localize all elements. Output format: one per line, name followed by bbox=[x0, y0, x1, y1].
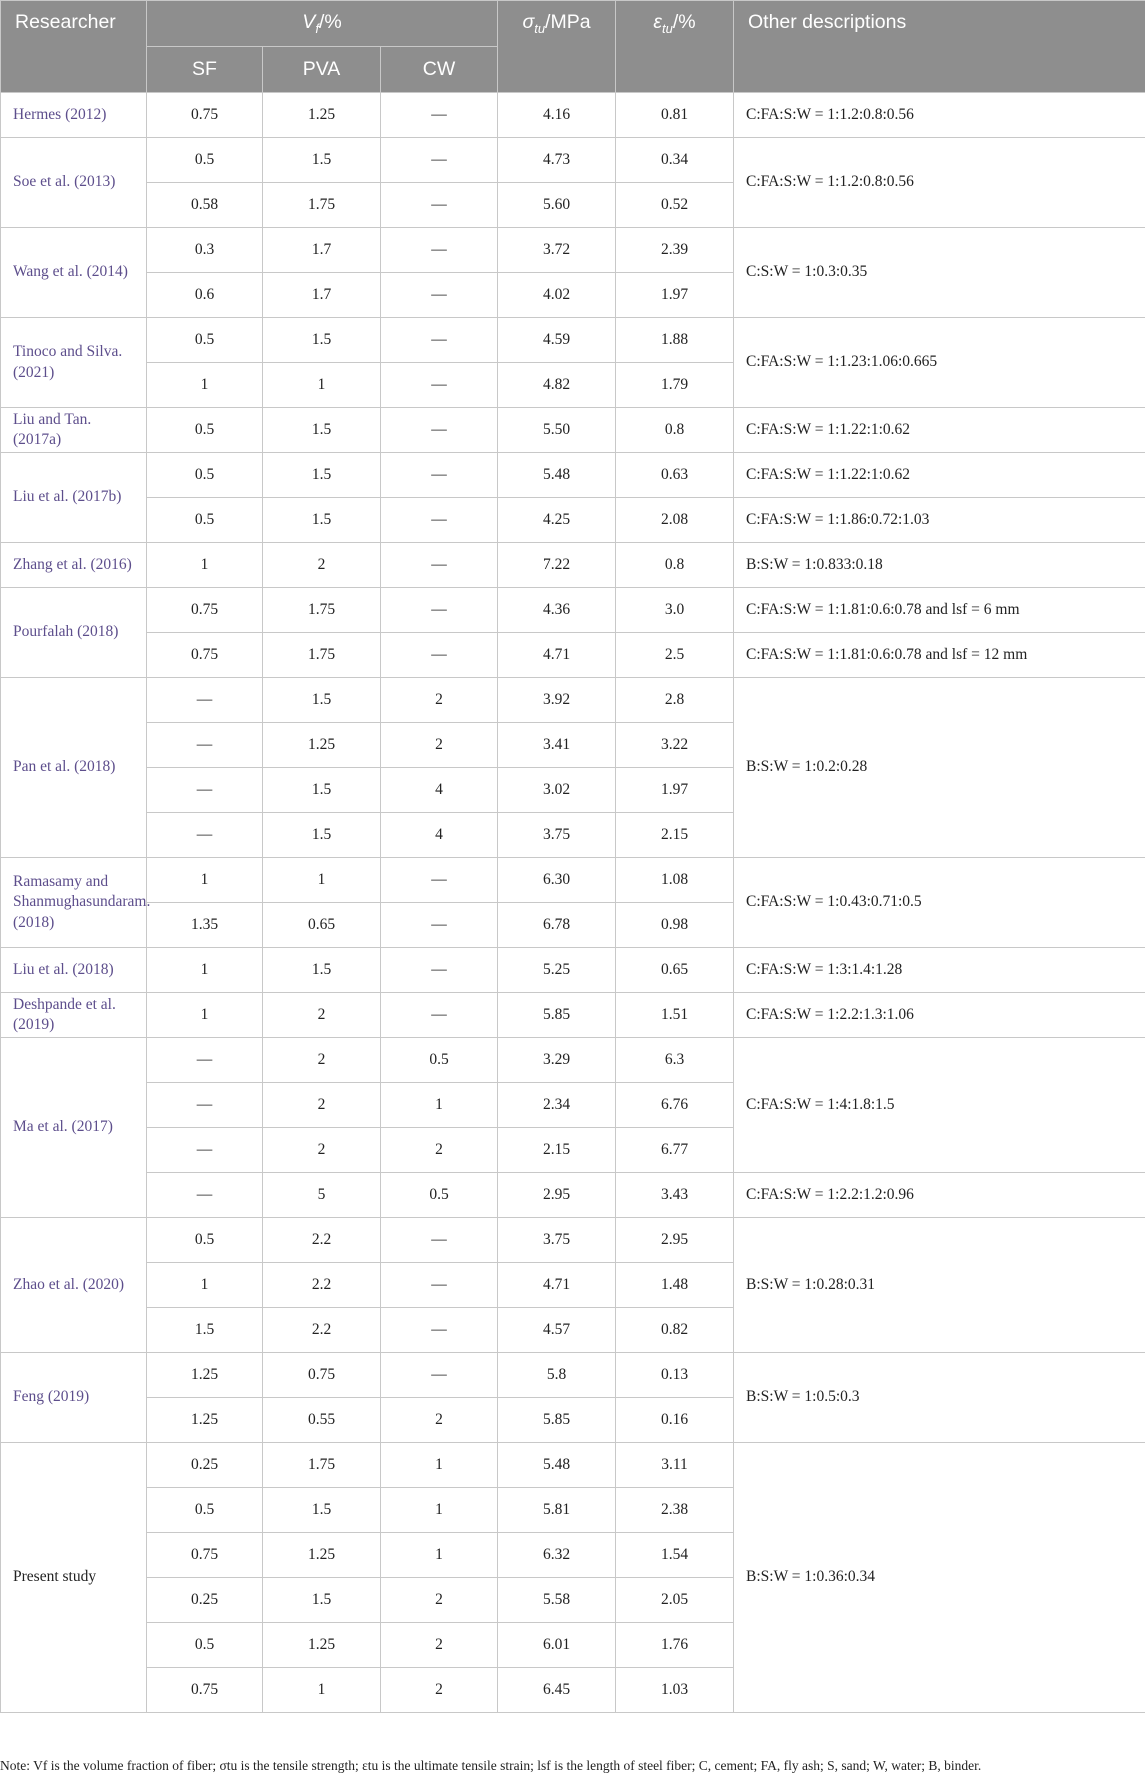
pva-cell: 1.5 bbox=[263, 138, 381, 183]
sigma-cell: 5.58 bbox=[498, 1578, 616, 1623]
table-row bbox=[1, 93, 1145, 138]
pva-cell: 1.5 bbox=[263, 453, 381, 498]
eps-cell: 0.98 bbox=[616, 903, 734, 948]
eps-cell: 1.03 bbox=[616, 1668, 734, 1713]
description-cell: C:FA:S:W = 1:1.2:0.8:0.56 bbox=[734, 138, 1145, 228]
table-row bbox=[1, 858, 1145, 903]
sf-cell: 0.5 bbox=[147, 318, 263, 363]
sf-cell: — bbox=[147, 813, 263, 858]
pva-cell: 1.5 bbox=[263, 318, 381, 363]
researcher-cell[interactable]: Pan et al. (2018) bbox=[1, 678, 147, 858]
sf-cell: 0.5 bbox=[147, 408, 263, 453]
sigma-cell: 6.45 bbox=[498, 1668, 616, 1713]
pva-cell: 0.75 bbox=[263, 1353, 381, 1398]
cw-cell: 1 bbox=[381, 1443, 498, 1488]
sf-cell: 0.75 bbox=[147, 93, 263, 138]
description-cell: C:FA:S:W = 1:1.2:0.8:0.56 bbox=[734, 93, 1145, 138]
cw-cell: — bbox=[381, 993, 498, 1038]
pva-cell: 1 bbox=[263, 363, 381, 408]
sf-cell: 1.5 bbox=[147, 1308, 263, 1353]
researcher-cell[interactable]: Deshpande et al. (2019) bbox=[1, 993, 147, 1038]
sigma-cell: 3.41 bbox=[498, 723, 616, 768]
sigma-cell: 5.48 bbox=[498, 453, 616, 498]
sf-cell: — bbox=[147, 1038, 263, 1083]
table-row bbox=[1, 1443, 1145, 1488]
sf-cell: — bbox=[147, 1173, 263, 1218]
sigma-cell: 3.02 bbox=[498, 768, 616, 813]
header-sf: SF bbox=[147, 47, 263, 93]
pva-cell: 5 bbox=[263, 1173, 381, 1218]
sf-cell: — bbox=[147, 723, 263, 768]
cw-cell: — bbox=[381, 318, 498, 363]
eps-cell: 3.11 bbox=[616, 1443, 734, 1488]
table-row bbox=[1, 1173, 1145, 1218]
sigma-cell: 4.57 bbox=[498, 1308, 616, 1353]
sigma-cell: 6.32 bbox=[498, 1533, 616, 1578]
description-cell: B:S:W = 1:0.2:0.28 bbox=[734, 678, 1145, 858]
eps-cell: 2.95 bbox=[616, 1218, 734, 1263]
sf-cell: 1.25 bbox=[147, 1398, 263, 1443]
header-vf: $V_f/\%$ bbox=[147, 1, 498, 47]
cw-cell: 1 bbox=[381, 1083, 498, 1128]
pva-cell: 0.55 bbox=[263, 1398, 381, 1443]
cw-cell: — bbox=[381, 858, 498, 903]
pva-cell: 1.5 bbox=[263, 678, 381, 723]
sigma-cell: 4.25 bbox=[498, 498, 616, 543]
pva-cell: 2 bbox=[263, 1083, 381, 1128]
pva-cell: 2 bbox=[263, 543, 381, 588]
researcher-cell[interactable]: Zhang et al. (2016) bbox=[1, 543, 147, 588]
sigma-cell: 5.81 bbox=[498, 1488, 616, 1533]
sf-cell: 0.5 bbox=[147, 138, 263, 183]
cw-cell: — bbox=[381, 1218, 498, 1263]
pva-cell: 1.75 bbox=[263, 633, 381, 678]
eps-cell: 0.8 bbox=[616, 408, 734, 453]
eps-cell: 0.63 bbox=[616, 453, 734, 498]
eps-cell: 2.39 bbox=[616, 228, 734, 273]
pva-cell: 1.5 bbox=[263, 408, 381, 453]
eps-cell: 2.15 bbox=[616, 813, 734, 858]
sigma-cell: 6.78 bbox=[498, 903, 616, 948]
cw-cell: — bbox=[381, 903, 498, 948]
eps-cell: 6.3 bbox=[616, 1038, 734, 1083]
eps-cell: 1.79 bbox=[616, 363, 734, 408]
eps-cell: 2.8 bbox=[616, 678, 734, 723]
eps-cell: 1.08 bbox=[616, 858, 734, 903]
researcher-cell[interactable]: Zhao et al. (2020) bbox=[1, 1218, 147, 1353]
cw-cell: 2 bbox=[381, 1623, 498, 1668]
researcher-cell[interactable]: Hermes (2012) bbox=[1, 93, 147, 138]
pva-cell: 2 bbox=[263, 993, 381, 1038]
pva-cell: 1.5 bbox=[263, 813, 381, 858]
description-cell: C:FA:S:W = 1:2.2:1.2:0.96 bbox=[734, 1173, 1145, 1218]
description-cell: B:S:W = 1:0.28:0.31 bbox=[734, 1218, 1145, 1353]
pva-cell: 1.5 bbox=[263, 1578, 381, 1623]
eps-cell: 2.38 bbox=[616, 1488, 734, 1533]
description-cell: C:FA:S:W = 1:1.81:0.6:0.78 and lsf = 6 mm bbox=[734, 588, 1145, 633]
table-row bbox=[1, 228, 1145, 273]
description-cell: C:S:W = 1:0.3:0.35 bbox=[734, 228, 1145, 318]
sigma-cell: 5.8 bbox=[498, 1353, 616, 1398]
pva-cell: 1.5 bbox=[263, 498, 381, 543]
researcher-cell[interactable]: Liu et al. (2017b) bbox=[1, 453, 147, 543]
sf-cell: 1.25 bbox=[147, 1353, 263, 1398]
cw-cell: 1 bbox=[381, 1488, 498, 1533]
description-cell: C:FA:S:W = 1:1.81:0.6:0.78 and lsf = 12 mm bbox=[734, 633, 1145, 678]
pva-cell: 1.75 bbox=[263, 183, 381, 228]
table-row bbox=[1, 1218, 1145, 1263]
cw-cell: 0.5 bbox=[381, 1173, 498, 1218]
description-cell: C:FA:S:W = 1:1.86:0.72:1.03 bbox=[734, 498, 1145, 543]
eps-cell: 0.65 bbox=[616, 948, 734, 993]
sf-cell: 0.75 bbox=[147, 588, 263, 633]
sf-cell: — bbox=[147, 1128, 263, 1173]
sigma-cell: 3.75 bbox=[498, 813, 616, 858]
sf-cell: 0.25 bbox=[147, 1578, 263, 1623]
table-row bbox=[1, 1038, 1145, 1083]
description-cell: C:FA:S:W = 1:1.22:1:0.62 bbox=[734, 453, 1145, 498]
cw-cell: 2 bbox=[381, 1578, 498, 1623]
sigma-cell: 4.02 bbox=[498, 273, 616, 318]
description-cell: C:FA:S:W = 1:2.2:1.3:1.06 bbox=[734, 993, 1145, 1038]
eps-cell: 1.88 bbox=[616, 318, 734, 363]
cw-cell: — bbox=[381, 138, 498, 183]
table-header bbox=[1, 1, 1145, 93]
eps-cell: 2.08 bbox=[616, 498, 734, 543]
eps-cell: 3.43 bbox=[616, 1173, 734, 1218]
sf-cell: 1 bbox=[147, 993, 263, 1038]
description-cell: B:S:W = 1:0.833:0.18 bbox=[734, 543, 1145, 588]
sigma-cell: 4.36 bbox=[498, 588, 616, 633]
sigma-cell: 6.01 bbox=[498, 1623, 616, 1668]
eps-cell: 3.0 bbox=[616, 588, 734, 633]
sf-cell: 0.58 bbox=[147, 183, 263, 228]
sf-cell: 0.25 bbox=[147, 1443, 263, 1488]
pva-cell: 2 bbox=[263, 1038, 381, 1083]
cw-cell: 1 bbox=[381, 1533, 498, 1578]
description-cell: C:FA:S:W = 1:1.23:1.06:0.665 bbox=[734, 318, 1145, 408]
eps-cell: 1.97 bbox=[616, 273, 734, 318]
pva-cell: 1 bbox=[263, 1668, 381, 1713]
eps-cell: 1.51 bbox=[616, 993, 734, 1038]
table-row bbox=[1, 588, 1145, 633]
eps-cell: 3.22 bbox=[616, 723, 734, 768]
sigma-cell: 5.48 bbox=[498, 1443, 616, 1488]
description-cell: B:S:W = 1:0.5:0.3 bbox=[734, 1353, 1145, 1443]
cw-cell: — bbox=[381, 453, 498, 498]
sigma-cell: 5.25 bbox=[498, 948, 616, 993]
researcher-cell[interactable]: Wang et al. (2014) bbox=[1, 228, 147, 318]
cw-cell: — bbox=[381, 1353, 498, 1398]
sigma-cell: 2.95 bbox=[498, 1173, 616, 1218]
header-sigma: $\sigma_{tu}$/MPa bbox=[498, 1, 616, 93]
pva-cell: 1.7 bbox=[263, 228, 381, 273]
table-row bbox=[1, 318, 1145, 363]
pva-cell: 1.25 bbox=[263, 93, 381, 138]
researcher-cell[interactable]: Ma et al. (2017) bbox=[1, 1038, 147, 1218]
eps-cell: 0.81 bbox=[616, 93, 734, 138]
cw-cell: — bbox=[381, 633, 498, 678]
researcher-cell[interactable]: Feng (2019) bbox=[1, 1353, 147, 1443]
sf-cell: 0.6 bbox=[147, 273, 263, 318]
pva-cell: 1.25 bbox=[263, 1623, 381, 1668]
table-row bbox=[1, 408, 1145, 453]
eps-cell: 0.52 bbox=[616, 183, 734, 228]
researcher-cell[interactable]: Tinoco and Silva. (2021) bbox=[1, 318, 147, 408]
table-row bbox=[1, 948, 1145, 993]
sigma-cell: 4.71 bbox=[498, 1263, 616, 1308]
sf-cell: 0.5 bbox=[147, 453, 263, 498]
sigma-cell: 4.82 bbox=[498, 363, 616, 408]
pva-cell: 1.7 bbox=[263, 273, 381, 318]
cw-cell: — bbox=[381, 543, 498, 588]
sigma-cell: 5.85 bbox=[498, 993, 616, 1038]
cw-cell: — bbox=[381, 363, 498, 408]
pva-cell: 1.5 bbox=[263, 768, 381, 813]
cw-cell: — bbox=[381, 183, 498, 228]
sigma-cell: 4.16 bbox=[498, 93, 616, 138]
sf-cell: 0.5 bbox=[147, 498, 263, 543]
cw-cell: — bbox=[381, 273, 498, 318]
sigma-cell: 4.59 bbox=[498, 318, 616, 363]
sf-cell: 1 bbox=[147, 1263, 263, 1308]
eps-cell: 1.97 bbox=[616, 768, 734, 813]
pva-cell: 2.2 bbox=[263, 1263, 381, 1308]
researcher-cell[interactable]: Pourfalah (2018) bbox=[1, 588, 147, 678]
cw-cell: — bbox=[381, 588, 498, 633]
table-note: Note: Vf is the volume fraction of fiber; σtu is the tensile strength; εtu is the ultimate tensile strain; lsf is the length of steel fiber; C, cement; FA, fly ash; S, sand; W, water; B, binder. bbox=[0, 1758, 982, 1773]
description-cell: C:FA:S:W = 1:0.43:0.71:0.5 bbox=[734, 858, 1145, 948]
researcher-cell[interactable]: Soe et al. (2013) bbox=[1, 138, 147, 228]
pva-cell: 1.5 bbox=[263, 1488, 381, 1533]
header-researcher: Researcher bbox=[1, 1, 147, 93]
sf-cell: — bbox=[147, 678, 263, 723]
researcher-cell[interactable]: Liu and Tan. (2017a) bbox=[1, 408, 147, 453]
pva-cell: 0.65 bbox=[263, 903, 381, 948]
eps-cell: 0.13 bbox=[616, 1353, 734, 1398]
sigma-cell: 2.15 bbox=[498, 1128, 616, 1173]
sigma-cell: 4.71 bbox=[498, 633, 616, 678]
sigma-cell: 3.75 bbox=[498, 1218, 616, 1263]
eps-cell: 0.16 bbox=[616, 1398, 734, 1443]
cw-cell: — bbox=[381, 228, 498, 273]
header-other: Other descriptions bbox=[734, 1, 1145, 93]
pva-cell: 1 bbox=[263, 858, 381, 903]
sigma-cell: 3.72 bbox=[498, 228, 616, 273]
description-cell: C:FA:S:W = 1:1.22:1:0.62 bbox=[734, 408, 1145, 453]
cw-cell: 2 bbox=[381, 1668, 498, 1713]
table-row bbox=[1, 633, 1145, 678]
researcher-cell: Present study bbox=[1, 1443, 147, 1713]
sf-cell: 1 bbox=[147, 858, 263, 903]
header-cw: CW bbox=[381, 47, 498, 93]
pva-cell: 1.25 bbox=[263, 723, 381, 768]
eps-cell: 0.34 bbox=[616, 138, 734, 183]
cw-cell: 2 bbox=[381, 1398, 498, 1443]
sf-cell: 0.75 bbox=[147, 633, 263, 678]
description-cell: C:FA:S:W = 1:4:1.8:1.5 bbox=[734, 1038, 1145, 1173]
researcher-cell[interactable]: Ramasamy and Shanmughasundaram. (2018) bbox=[1, 858, 147, 948]
sigma-cell: 3.92 bbox=[498, 678, 616, 723]
pva-cell: 2.2 bbox=[263, 1308, 381, 1353]
eps-cell: 2.5 bbox=[616, 633, 734, 678]
pva-cell: 2 bbox=[263, 1128, 381, 1173]
sf-cell: 1 bbox=[147, 543, 263, 588]
table-row bbox=[1, 678, 1145, 723]
sf-cell: — bbox=[147, 768, 263, 813]
table-row bbox=[1, 498, 1145, 543]
sigma-cell: 4.73 bbox=[498, 138, 616, 183]
sf-cell: 0.75 bbox=[147, 1668, 263, 1713]
cw-cell: 4 bbox=[381, 768, 498, 813]
cw-cell: 4 bbox=[381, 813, 498, 858]
sigma-cell: 5.50 bbox=[498, 408, 616, 453]
eps-cell: 1.76 bbox=[616, 1623, 734, 1668]
pva-cell: 1.5 bbox=[263, 948, 381, 993]
cw-cell: — bbox=[381, 948, 498, 993]
eps-cell: 0.8 bbox=[616, 543, 734, 588]
sigma-cell: 2.34 bbox=[498, 1083, 616, 1128]
sigma-cell: 5.60 bbox=[498, 183, 616, 228]
header-pva: PVA bbox=[263, 47, 381, 93]
sf-cell: 0.5 bbox=[147, 1623, 263, 1668]
eps-cell: 1.54 bbox=[616, 1533, 734, 1578]
table-row bbox=[1, 138, 1145, 183]
table-row bbox=[1, 453, 1145, 498]
sf-cell: 1 bbox=[147, 948, 263, 993]
table-row bbox=[1, 543, 1145, 588]
eps-cell: 6.77 bbox=[616, 1128, 734, 1173]
sf-cell: 0.3 bbox=[147, 228, 263, 273]
pva-cell: 1.25 bbox=[263, 1533, 381, 1578]
sigma-cell: 7.22 bbox=[498, 543, 616, 588]
eps-cell: 2.05 bbox=[616, 1578, 734, 1623]
table-row bbox=[1, 1353, 1145, 1398]
cw-cell: — bbox=[381, 1308, 498, 1353]
sf-cell: 0.5 bbox=[147, 1218, 263, 1263]
sf-cell: 0.75 bbox=[147, 1533, 263, 1578]
cw-cell: — bbox=[381, 498, 498, 543]
table-row bbox=[1, 993, 1145, 1038]
researcher-cell[interactable]: Liu et al. (2018) bbox=[1, 948, 147, 993]
cw-cell: — bbox=[381, 1263, 498, 1308]
sf-cell: 1 bbox=[147, 363, 263, 408]
sf-cell: — bbox=[147, 1083, 263, 1128]
pva-cell: 1.75 bbox=[263, 1443, 381, 1488]
cw-cell: — bbox=[381, 93, 498, 138]
sf-cell: 1.35 bbox=[147, 903, 263, 948]
sf-cell: 0.5 bbox=[147, 1488, 263, 1533]
sigma-cell: 5.85 bbox=[498, 1398, 616, 1443]
eps-cell: 6.76 bbox=[616, 1083, 734, 1128]
eps-cell: 1.48 bbox=[616, 1263, 734, 1308]
cw-cell: 2 bbox=[381, 723, 498, 768]
cw-cell: — bbox=[381, 408, 498, 453]
sigma-cell: 3.29 bbox=[498, 1038, 616, 1083]
description-cell: C:FA:S:W = 1:3:1.4:1.28 bbox=[734, 948, 1145, 993]
description-cell: B:S:W = 1:0.36:0.34 bbox=[734, 1443, 1145, 1713]
header-eps: $\varepsilon_{tu}/\%$ bbox=[616, 1, 734, 93]
pva-cell: 1.75 bbox=[263, 588, 381, 633]
eps-cell: 0.82 bbox=[616, 1308, 734, 1353]
cw-cell: 2 bbox=[381, 1128, 498, 1173]
cw-cell: 0.5 bbox=[381, 1038, 498, 1083]
table-body bbox=[1, 93, 1145, 1713]
sigma-cell: 6.30 bbox=[498, 858, 616, 903]
cw-cell: 2 bbox=[381, 678, 498, 723]
pva-cell: 2.2 bbox=[263, 1218, 381, 1263]
